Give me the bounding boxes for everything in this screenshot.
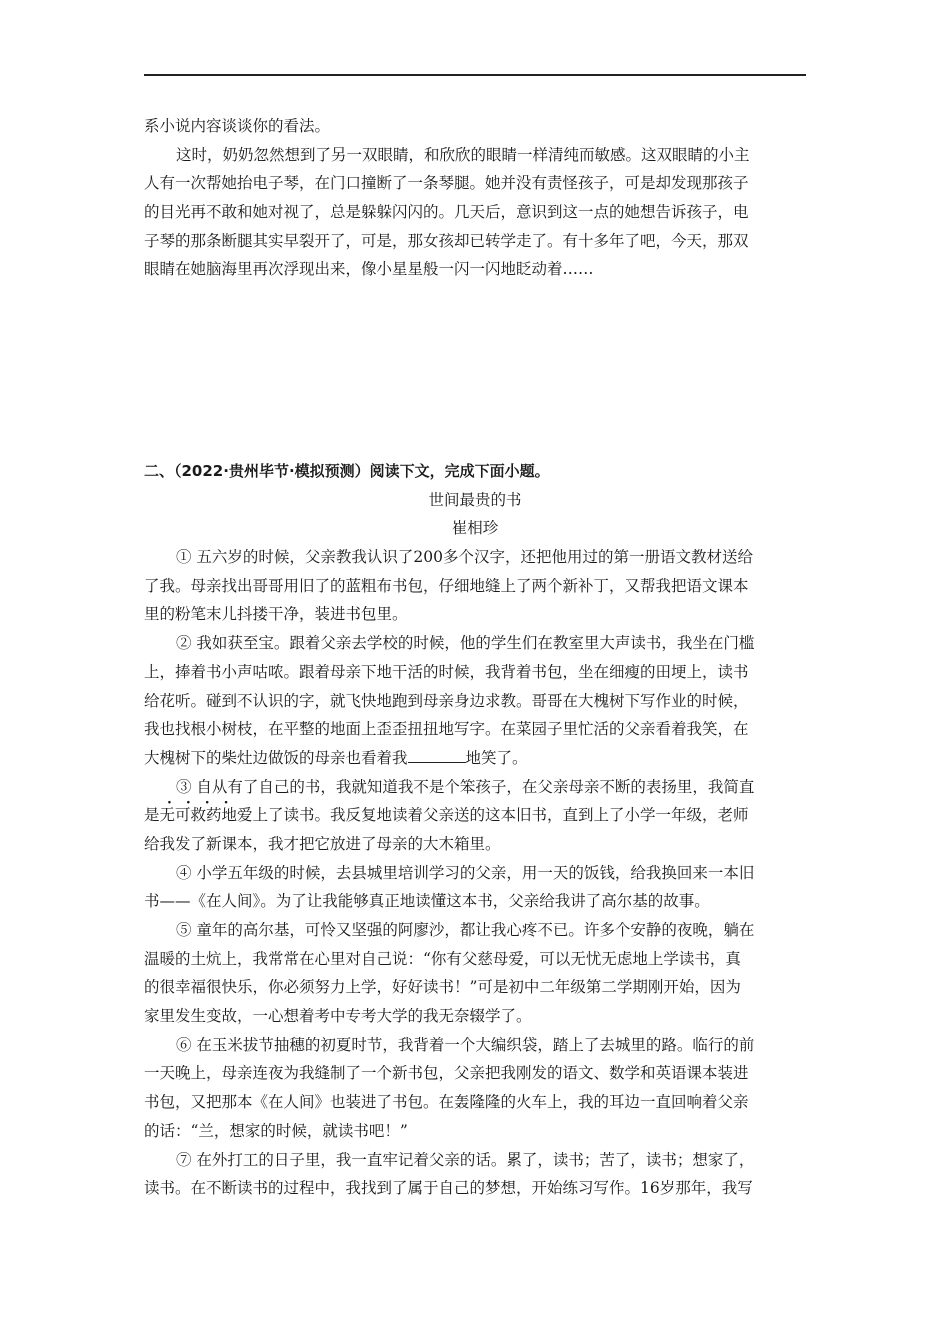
paragraph-3-line: ③ 自从有了自己的书，我就知道我不是个笨孩子，在父亲母亲不断的表扬里，我简直 [176, 777, 755, 796]
paragraph-6-line: 书包，又把那本《在人间》也装进了书包。在轰隆隆的火车上，我的耳边一直回响着父亲 [144, 1093, 749, 1112]
question-heading: 二、（2022·贵州毕节·模拟预测）阅读下文，完成下面小题。 [144, 462, 550, 480]
paragraph-3-line: 给我发了新课本，我才把它放进了母亲的大木箱里。 [144, 834, 501, 853]
paragraph-6-line: 的话：“兰，想家的时候，就读书吧！” [144, 1121, 408, 1140]
text-line: 的目光再不敢和她对视了，总是躲躲闪闪的。几天后，意识到这一点的她想告诉孩子，电 [144, 203, 749, 222]
text-line: 这时，奶奶忽然想到了另一双眼睛，和欣欣的眼睛一样清纯而敏感。这双眼睛的小主 [176, 145, 750, 164]
paragraph-5-line: 家里发生变故，一心想着考中专考大学的我无奈辍学了。 [144, 1007, 532, 1026]
paragraph-5-line: 温暖的土炕上，我常常在心里对自己说：“你有父慈母爱，可以无忧无虑地上学读书，真 [144, 949, 741, 968]
header-rule [144, 74, 806, 76]
paragraph-6-line: ⑥ 在玉米拔节抽穗的初夏时节，我背着一个大编织袋，踏上了去城里的路。临行的前 [176, 1035, 755, 1054]
paragraph-2-line: ② 我如获至宝。跟着父亲去学校的时候，他的学生们在教室里大声读书，我坐在门槛 [176, 634, 755, 653]
paragraph-7-line: ⑦ 在外打工的日子里，我一直牢记着父亲的话。累了，读书；苦了，读书；想家了， [176, 1150, 755, 1169]
text-line: 眼睛在她脑海里再次浮现出来，像小星星般一闪一闪地眨动着…… [144, 260, 594, 279]
paragraph-3-line: 是无可救药地爱上了读书。我反复地读着父亲送的这本旧书，直到上了小学一年级，老师 [144, 806, 749, 825]
paragraph-7-line: 读书。在不断读书的过程中，我找到了属于自己的梦想，开始练习写作。16岁那年，我写 [144, 1179, 753, 1198]
paragraph-4-line: 书——《在人间》。为了让我能够真正地读懂这本书，父亲给我讲了高尔基的故事。 [144, 892, 710, 911]
paragraph-1-line: 了我。母亲找出哥哥用旧了的蓝粗布书包，仔细地缝上了两个新补丁，又帮我把语文课本 [144, 576, 749, 595]
article-title: 世间最贵的书 [428, 490, 522, 509]
text-line: 人有一次帮她抬电子琴，在门口撞断了一条琴腿。她并没有责怪孩子，可是却发现那孩子 [144, 174, 749, 193]
emphasis-dots: ···· [167, 795, 243, 811]
paragraph-6-line: 一天晚上，母亲连夜为我缝制了一个新书包，父亲把我刚发的语文、数学和英语课本装进 [144, 1064, 749, 1083]
paragraph-5-line: 的很幸福很快乐，你必须努力上学，好好读书！”可是初中二年级第二学期刚开始，因为 [144, 978, 741, 997]
text-segment: 地笑了。 [465, 748, 528, 767]
paragraph-4-line: ④ 小学五年级的时候，去县城里培训学习的父亲，用一天的饭钱，给我换回来一本旧 [176, 863, 755, 882]
paragraph-2-line: 我也找根小树枝，在平整的地面上歪歪扭扭地写字。在菜园子里忙活的父亲看着我笑，在 [144, 720, 749, 739]
paragraph-5-line: ⑤ 童年的高尔基，可怜又坚强的阿廖沙，都让我心疼不已。许多个安静的夜晚，躺在 [176, 921, 755, 939]
fill-blank [408, 748, 466, 763]
text-line: 子琴的那条断腿其实早裂开了，可是，那女孩却已转学走了。有十多年了吧，今天，那双 [144, 231, 749, 250]
text-line: 系小说内容谈谈你的看法。 [144, 117, 331, 135]
paragraph-2-line: 上，捧着书小声咕哝。跟着母亲下地干活的时候，我背着书包，坐在细瘦的田埂上，读书 [144, 662, 749, 681]
paragraph-1-line: ① 五六岁的时候，父亲教我认识了200多个汉字，还把他用过的第一册语文教材送给 [176, 548, 754, 567]
question-section [144, 457, 806, 1203]
paragraph-1-line: 里的粉笔末儿抖搂干净，装进书包里。 [144, 605, 408, 624]
top-section [144, 112, 806, 284]
paragraph-2-line [144, 744, 806, 773]
article-author: 崔相珍 [451, 519, 499, 538]
paragraph-2-line: 给花听。碰到不认识的字，就飞快地跑到母亲身边求教。哥哥在大槐树下写作业的时候， [144, 691, 749, 710]
text-segment: 大槐树下的柴灶边做饭的母亲也看着我 [144, 748, 408, 767]
